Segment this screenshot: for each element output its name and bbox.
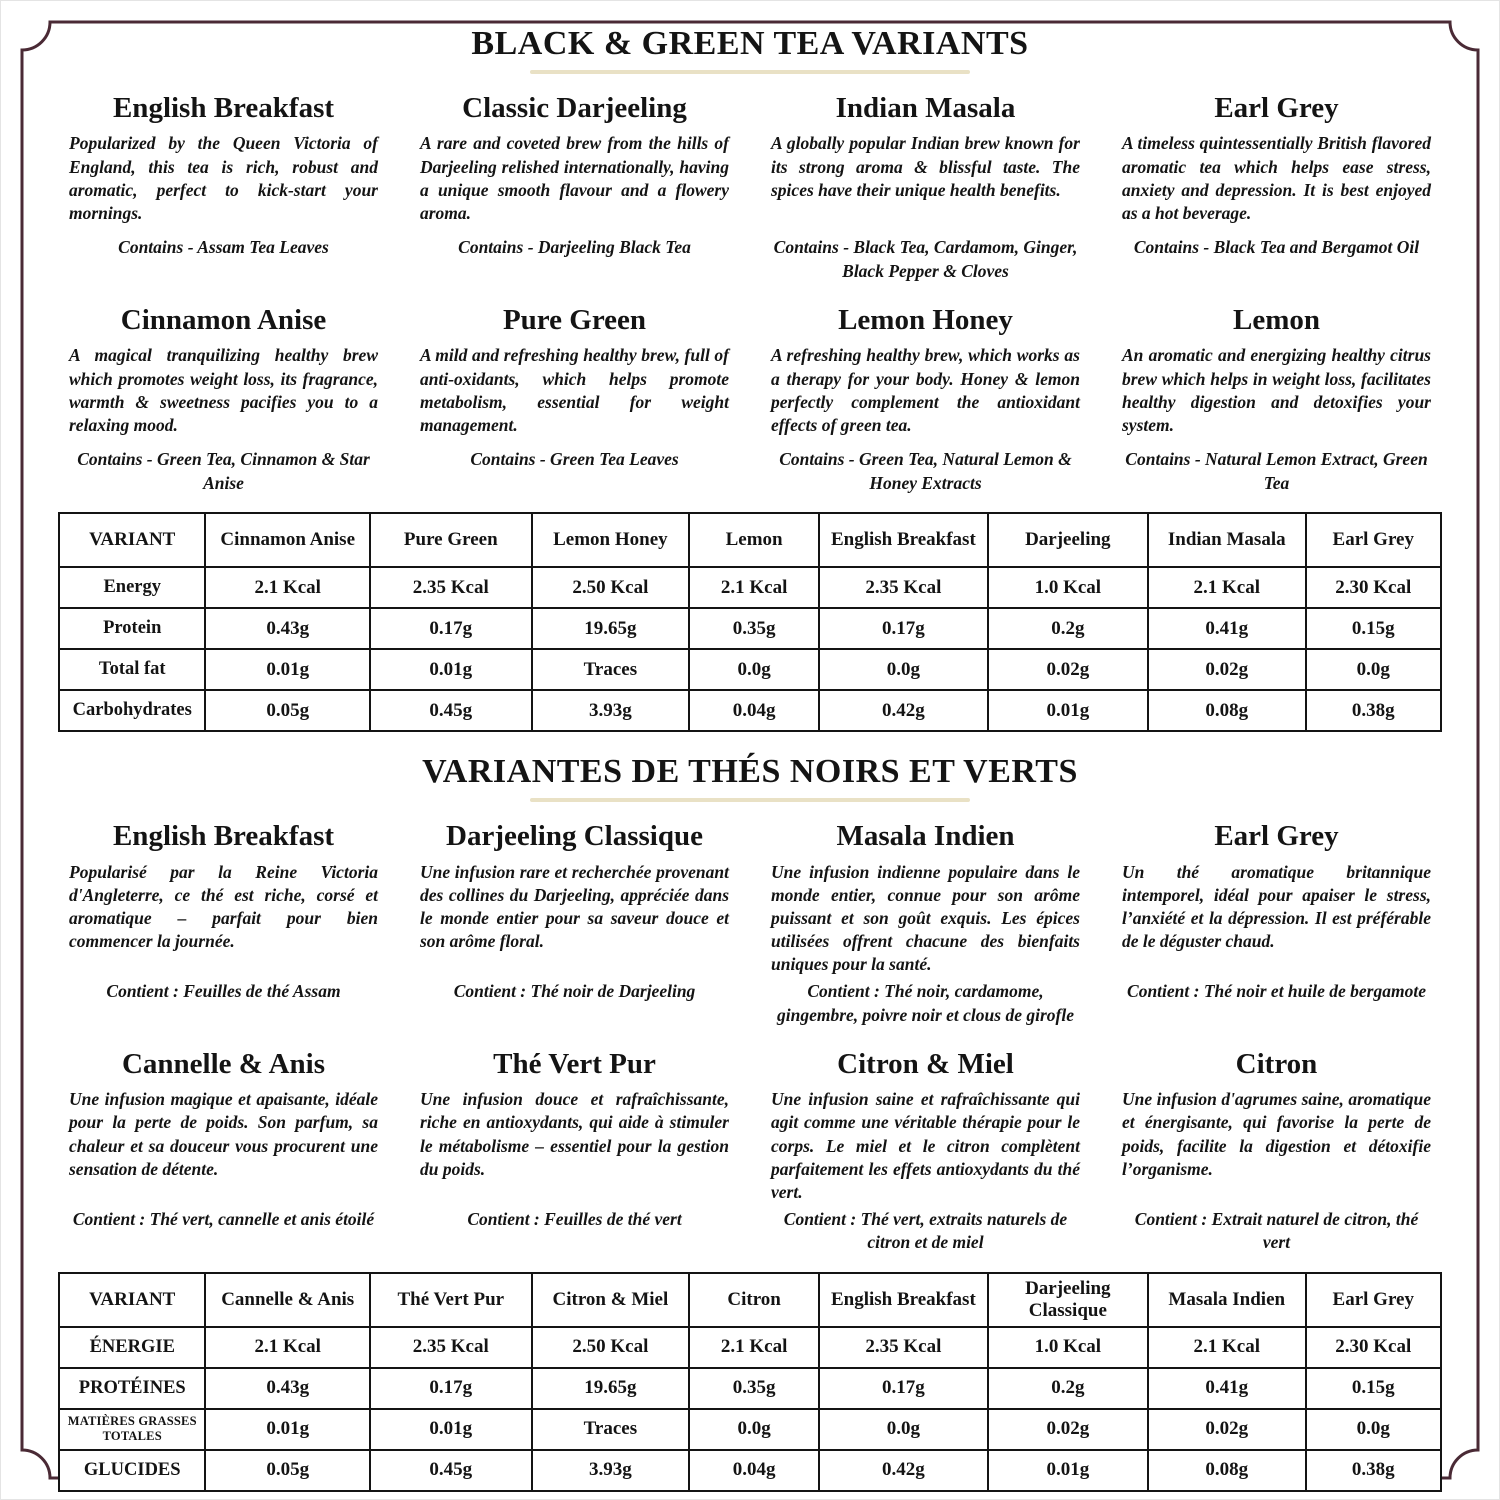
tea-variant-card bbox=[66, 1048, 381, 1264]
tea-contains: Contains - Black Tea, Cardamom, Ginger, Black Pepper & Cloves bbox=[773, 237, 1078, 281]
nutrient-value: 0.0g bbox=[1306, 1409, 1441, 1450]
tea-name: Indian Masala bbox=[835, 92, 1016, 125]
tea-variant-card bbox=[768, 304, 1083, 504]
nutrient-value: 0.0g bbox=[819, 1409, 988, 1450]
tea-name: Classic Darjeeling bbox=[462, 92, 687, 125]
nutrient-value: 0.0g bbox=[819, 649, 988, 690]
nutrition-row bbox=[59, 690, 1441, 731]
tea-variant-card bbox=[1119, 92, 1434, 292]
nutrient-label: Energy bbox=[59, 567, 205, 608]
variant-header: Citron & Miel bbox=[532, 1273, 690, 1327]
nutrient-value: 2.35 Kcal bbox=[819, 567, 988, 608]
nutrient-label: Protein bbox=[59, 608, 205, 649]
tea-description: Une infusion douce et rafraîchissante, riche en antioxydants, qui aide à stimuler le métabolisme – essentiel pour la gestion du poids. bbox=[420, 1089, 729, 1179]
variant-header: English Breakfast bbox=[819, 513, 988, 567]
nutrient-value: 2.1 Kcal bbox=[205, 1327, 369, 1368]
nutrient-value: 0.01g bbox=[370, 1409, 532, 1450]
nutrient-value: 0.45g bbox=[370, 690, 532, 731]
tea-contains: Contient : Feuilles de thé Assam bbox=[106, 981, 341, 1001]
title-underline bbox=[530, 70, 970, 74]
tea-description: A magical tranquilizing healthy brew which promotes weight loss, its fragrance, warmth & sweetness pacifies you to a relaxing mood. bbox=[69, 345, 378, 435]
nutrient-value: 0.15g bbox=[1306, 1368, 1441, 1409]
french-section bbox=[0, 732, 1500, 1492]
variant-header: Pure Green bbox=[370, 513, 532, 567]
tea-variant-card bbox=[66, 92, 381, 292]
variant-header: Cannelle & Anis bbox=[205, 1273, 369, 1327]
nutrient-label: ÉNERGIE bbox=[59, 1327, 205, 1368]
tea-variant-card bbox=[417, 304, 732, 504]
tea-variant-card bbox=[66, 820, 381, 1036]
nutrient-value: 1.0 Kcal bbox=[988, 567, 1148, 608]
nutrition-table bbox=[58, 512, 1442, 732]
nutrient-value: 0.45g bbox=[370, 1450, 532, 1491]
tea-description: A refreshing healthy brew, which works as a therapy for your body. Honey & lemon perfectly complement the antioxidant effects of green tea. bbox=[771, 345, 1080, 435]
nutrient-value: 0.38g bbox=[1306, 1450, 1441, 1491]
nutrient-label: GLUCIDES bbox=[59, 1450, 205, 1491]
nutrient-value: 0.02g bbox=[1148, 649, 1306, 690]
tea-contains: Contains - Natural Lemon Extract, Green Tea bbox=[1125, 449, 1428, 493]
tea-variant-card bbox=[1119, 1048, 1434, 1264]
section-title: BLACK & GREEN TEA VARIANTS bbox=[471, 25, 1029, 62]
tea-name: Cannelle & Anis bbox=[121, 1048, 326, 1080]
tea-contains: Contains - Darjeeling Black Tea bbox=[458, 237, 691, 258]
nutrient-value: 1.0 Kcal bbox=[988, 1327, 1148, 1368]
nutrient-value: 0.2g bbox=[988, 1368, 1148, 1409]
section-title: VARIANTES DE THÉS NOIRS ET VERTS bbox=[422, 753, 1078, 791]
tea-name: English Breakfast bbox=[112, 92, 335, 125]
tea-name: Masala Indien bbox=[836, 820, 1015, 853]
nutrient-value: 2.35 Kcal bbox=[370, 567, 532, 608]
table-header-row bbox=[59, 1273, 1441, 1327]
nutrient-value: 0.02g bbox=[988, 1409, 1148, 1450]
nutrition-row bbox=[59, 649, 1441, 690]
variant-header: Earl Grey bbox=[1306, 1273, 1441, 1327]
nutrient-value: 0.43g bbox=[205, 1368, 369, 1409]
nutrition-row bbox=[59, 567, 1441, 608]
tea-contains: Contient : Feuilles de thé vert bbox=[467, 1208, 682, 1229]
nutrition-row bbox=[59, 1368, 1441, 1409]
nutrient-value: 0.05g bbox=[205, 690, 369, 731]
nutrient-value: 0.01g bbox=[988, 690, 1148, 731]
tea-name: Cinnamon Anise bbox=[120, 304, 327, 337]
nutrient-value: 2.50 Kcal bbox=[532, 567, 690, 608]
tea-variant-card bbox=[417, 820, 732, 1036]
nutrient-value: 0.43g bbox=[205, 608, 369, 649]
nutrient-value: 0.42g bbox=[819, 690, 988, 731]
tea-variant-card bbox=[417, 92, 732, 292]
nutrient-value: 0.02g bbox=[988, 649, 1148, 690]
tea-description: Une infusion saine et rafraîchissante qui agit comme une véritable thérapie pour le corps. Le miel et le citron complètent parfaitement les effets antioxydants du thé vert. bbox=[771, 1089, 1080, 1202]
tea-description: Une infusion indienne populaire dans le monde entier, connue pour son arôme puissant et son goût exquis. Les épices utilisées offrent chacune des bienfaits uniques pour la santé. bbox=[771, 861, 1080, 974]
tea-name: Citron & Miel bbox=[837, 1048, 1014, 1080]
nutrient-value: 0.02g bbox=[1148, 1409, 1306, 1450]
nutrient-value: 0.41g bbox=[1148, 608, 1306, 649]
tea-description: Une infusion d'agrumes saine, aromatique et énergisante, qui favorise la perte de poids, facilite la digestion et détoxifie l’organisme. bbox=[1122, 1089, 1431, 1179]
tea-contains: Contient : Thé noir et huile de bergamote bbox=[1127, 981, 1426, 1001]
tea-description: Une infusion magique et apaisante, idéale pour la perte de poids. Son parfum, sa chaleur et sa douceur vous procurent une sensation de détente. bbox=[69, 1089, 378, 1179]
nutrient-value: 2.35 Kcal bbox=[370, 1327, 532, 1368]
nutrient-value: 0.38g bbox=[1306, 690, 1441, 731]
nutrition-row bbox=[59, 1450, 1441, 1491]
tea-contains: Contient : Extrait naturel de citron, thé vert bbox=[1134, 1208, 1419, 1253]
tea-variant-card bbox=[768, 1048, 1083, 1264]
nutrient-value: 3.93g bbox=[532, 1450, 690, 1491]
nutrient-value: 0.01g bbox=[370, 649, 532, 690]
variant-header: Lemon bbox=[689, 513, 819, 567]
tea-description: Une infusion rare et recherchée provenant des collines du Darjeeling, appréciée dans le monde entier pour sa saveur douce et son arôme floral. bbox=[420, 861, 729, 951]
tea-name: Thé Vert Pur bbox=[493, 1048, 656, 1080]
tea-contains: Contient : Thé vert, cannelle et anis étoilé bbox=[72, 1208, 375, 1229]
variant-header: Thé Vert Pur bbox=[370, 1273, 532, 1327]
tea-description: Popularisé par la Reine Victoria d'Angleterre, ce thé est riche, corsé et aromatique – parfait pour bien commencer la journée. bbox=[69, 861, 378, 951]
nutrient-value: 0.0g bbox=[689, 1409, 819, 1450]
tea-contains: Contains - Black Tea and Bergamot Oil bbox=[1133, 237, 1420, 258]
english-section bbox=[0, 0, 1500, 732]
nutrient-value: 0.17g bbox=[819, 1368, 988, 1409]
nutrient-value: 19.65g bbox=[532, 1368, 690, 1409]
nutrient-value: 0.01g bbox=[988, 1450, 1148, 1491]
nutrient-label: MATIÈRES GRASSES TOTALES bbox=[59, 1409, 205, 1450]
nutrient-value: 0.08g bbox=[1148, 1450, 1306, 1491]
nutrient-value: Traces bbox=[532, 649, 690, 690]
nutrient-value: 19.65g bbox=[532, 608, 690, 649]
tea-variant-card bbox=[1119, 304, 1434, 504]
nutrient-value: 0.04g bbox=[689, 690, 819, 731]
nutrient-value: 3.93g bbox=[532, 690, 690, 731]
tea-description: Popularized by the Queen Victoria of England, this tea is rich, robust and aromatic, perfect to kick-start your mornings. bbox=[69, 133, 378, 223]
nutrient-label: PROTÉINES bbox=[59, 1368, 205, 1409]
nutrition-row bbox=[59, 1409, 1441, 1450]
tea-description: An aromatic and energizing healthy citrus brew which helps in weight loss, facilitates healthy digestion and detoxifies your system. bbox=[1122, 345, 1431, 435]
nutrient-value: 0.42g bbox=[819, 1450, 988, 1491]
nutrition-row bbox=[59, 1327, 1441, 1368]
nutrient-value: 0.17g bbox=[370, 1368, 532, 1409]
nutrient-value: 2.1 Kcal bbox=[205, 567, 369, 608]
nutrient-value: 2.1 Kcal bbox=[689, 1327, 819, 1368]
nutrient-value: 2.1 Kcal bbox=[1148, 1327, 1306, 1368]
tea-variant-card bbox=[768, 92, 1083, 292]
tea-name: Lemon bbox=[1233, 304, 1320, 337]
nutrient-value: 0.41g bbox=[1148, 1368, 1306, 1409]
nutrient-value: 0.0g bbox=[1306, 649, 1441, 690]
variant-header: Lemon Honey bbox=[532, 513, 690, 567]
nutrient-value: 0.08g bbox=[1148, 690, 1306, 731]
variant-header: English Breakfast bbox=[819, 1273, 988, 1327]
variant-header: Masala Indien bbox=[1148, 1273, 1306, 1327]
nutrient-value: 0.0g bbox=[689, 649, 819, 690]
table-header-row bbox=[59, 513, 1441, 567]
tea-variant-card bbox=[768, 820, 1083, 1036]
tea-contains: Contains - Green Tea, Natural Lemon & Honey Extracts bbox=[779, 449, 1072, 493]
nutrient-value: 2.30 Kcal bbox=[1306, 1327, 1441, 1368]
tea-name: Darjeeling Classique bbox=[446, 820, 703, 853]
nutrient-value: 0.17g bbox=[370, 608, 532, 649]
variant-cards bbox=[66, 820, 1434, 1264]
nutrient-value: 0.01g bbox=[205, 1409, 369, 1450]
variant-header: Darjeeling Classique bbox=[988, 1273, 1148, 1327]
variant-header: Cinnamon Anise bbox=[205, 513, 369, 567]
tea-name: Earl Grey bbox=[1214, 820, 1339, 853]
variant-column-header: VARIANT bbox=[59, 513, 205, 567]
tea-contains: Contains - Assam Tea Leaves bbox=[118, 237, 329, 258]
tea-variant-card bbox=[1119, 820, 1434, 1036]
variant-column-header: VARIANT bbox=[59, 1273, 205, 1327]
tea-description: A globally popular Indian brew known for its strong aroma & blissful taste. The spices have their unique health benefits. bbox=[771, 133, 1080, 200]
nutrient-value: 0.01g bbox=[205, 649, 369, 690]
nutrient-label: Total fat bbox=[59, 649, 205, 690]
tea-description: A mild and refreshing healthy brew, full of anti-oxidants, which helps promote metabolism, essential for weight management. bbox=[420, 345, 729, 435]
nutrient-label: Carbohydrates bbox=[59, 690, 205, 731]
tea-contains: Contains - Green Tea, Cinnamon & Star Anise bbox=[77, 449, 370, 493]
variant-header: Darjeeling bbox=[988, 513, 1148, 567]
nutrient-value: 0.2g bbox=[988, 608, 1148, 649]
tea-contains: Contient : Thé vert, extraits naturels de citron et de miel bbox=[783, 1208, 1068, 1253]
tea-name: Lemon Honey bbox=[838, 304, 1013, 337]
tea-description: A rare and coveted brew from the hills of Darjeeling relished internationally, having a unique smooth flavour and a flowery aroma. bbox=[420, 133, 729, 223]
tea-variant-card bbox=[417, 1048, 732, 1264]
tea-contains: Contient : Thé noir, cardamome, gingembre, poivre noir et clous de girofle bbox=[777, 981, 1074, 1025]
nutrient-value: 0.04g bbox=[689, 1450, 819, 1491]
tea-name: Citron bbox=[1235, 1048, 1318, 1080]
variant-header: Citron bbox=[689, 1273, 819, 1327]
tea-name: English Breakfast bbox=[112, 820, 335, 853]
variant-header: Earl Grey bbox=[1306, 513, 1441, 567]
tea-description: Un thé aromatique britannique intemporel, idéal pour apaiser le stress, l’anxiété et la dépression. Il est préférable de le déguster chaud. bbox=[1122, 861, 1431, 951]
tea-contains: Contains - Green Tea Leaves bbox=[470, 449, 679, 470]
nutrient-value: 2.1 Kcal bbox=[1148, 567, 1306, 608]
tea-variant-card bbox=[66, 304, 381, 504]
nutrition-row bbox=[59, 608, 1441, 649]
nutrient-value: 2.30 Kcal bbox=[1306, 567, 1441, 608]
title-underline bbox=[530, 798, 970, 802]
tea-name: Earl Grey bbox=[1214, 92, 1339, 125]
nutrient-value: 2.1 Kcal bbox=[689, 567, 819, 608]
nutrient-value: 0.05g bbox=[205, 1450, 369, 1491]
tea-contains: Contient : Thé noir de Darjeeling bbox=[453, 981, 696, 1001]
nutrient-value: 0.17g bbox=[819, 608, 988, 649]
variant-cards bbox=[66, 92, 1434, 504]
nutrient-value: Traces bbox=[532, 1409, 690, 1450]
tea-name: Pure Green bbox=[502, 304, 647, 337]
variant-header: Indian Masala bbox=[1148, 513, 1306, 567]
nutrient-value: 2.35 Kcal bbox=[819, 1327, 988, 1368]
nutrient-value: 0.15g bbox=[1306, 608, 1441, 649]
nutrient-value: 2.50 Kcal bbox=[532, 1327, 690, 1368]
nutrient-value: 0.35g bbox=[689, 608, 819, 649]
nutrient-value: 0.35g bbox=[689, 1368, 819, 1409]
tea-description: A timeless quintessentially British flavored aromatic tea which helps ease stress, anxiety and depression. It is best enjoyed as a hot beverage. bbox=[1122, 133, 1431, 223]
nutrition-table bbox=[58, 1272, 1442, 1492]
